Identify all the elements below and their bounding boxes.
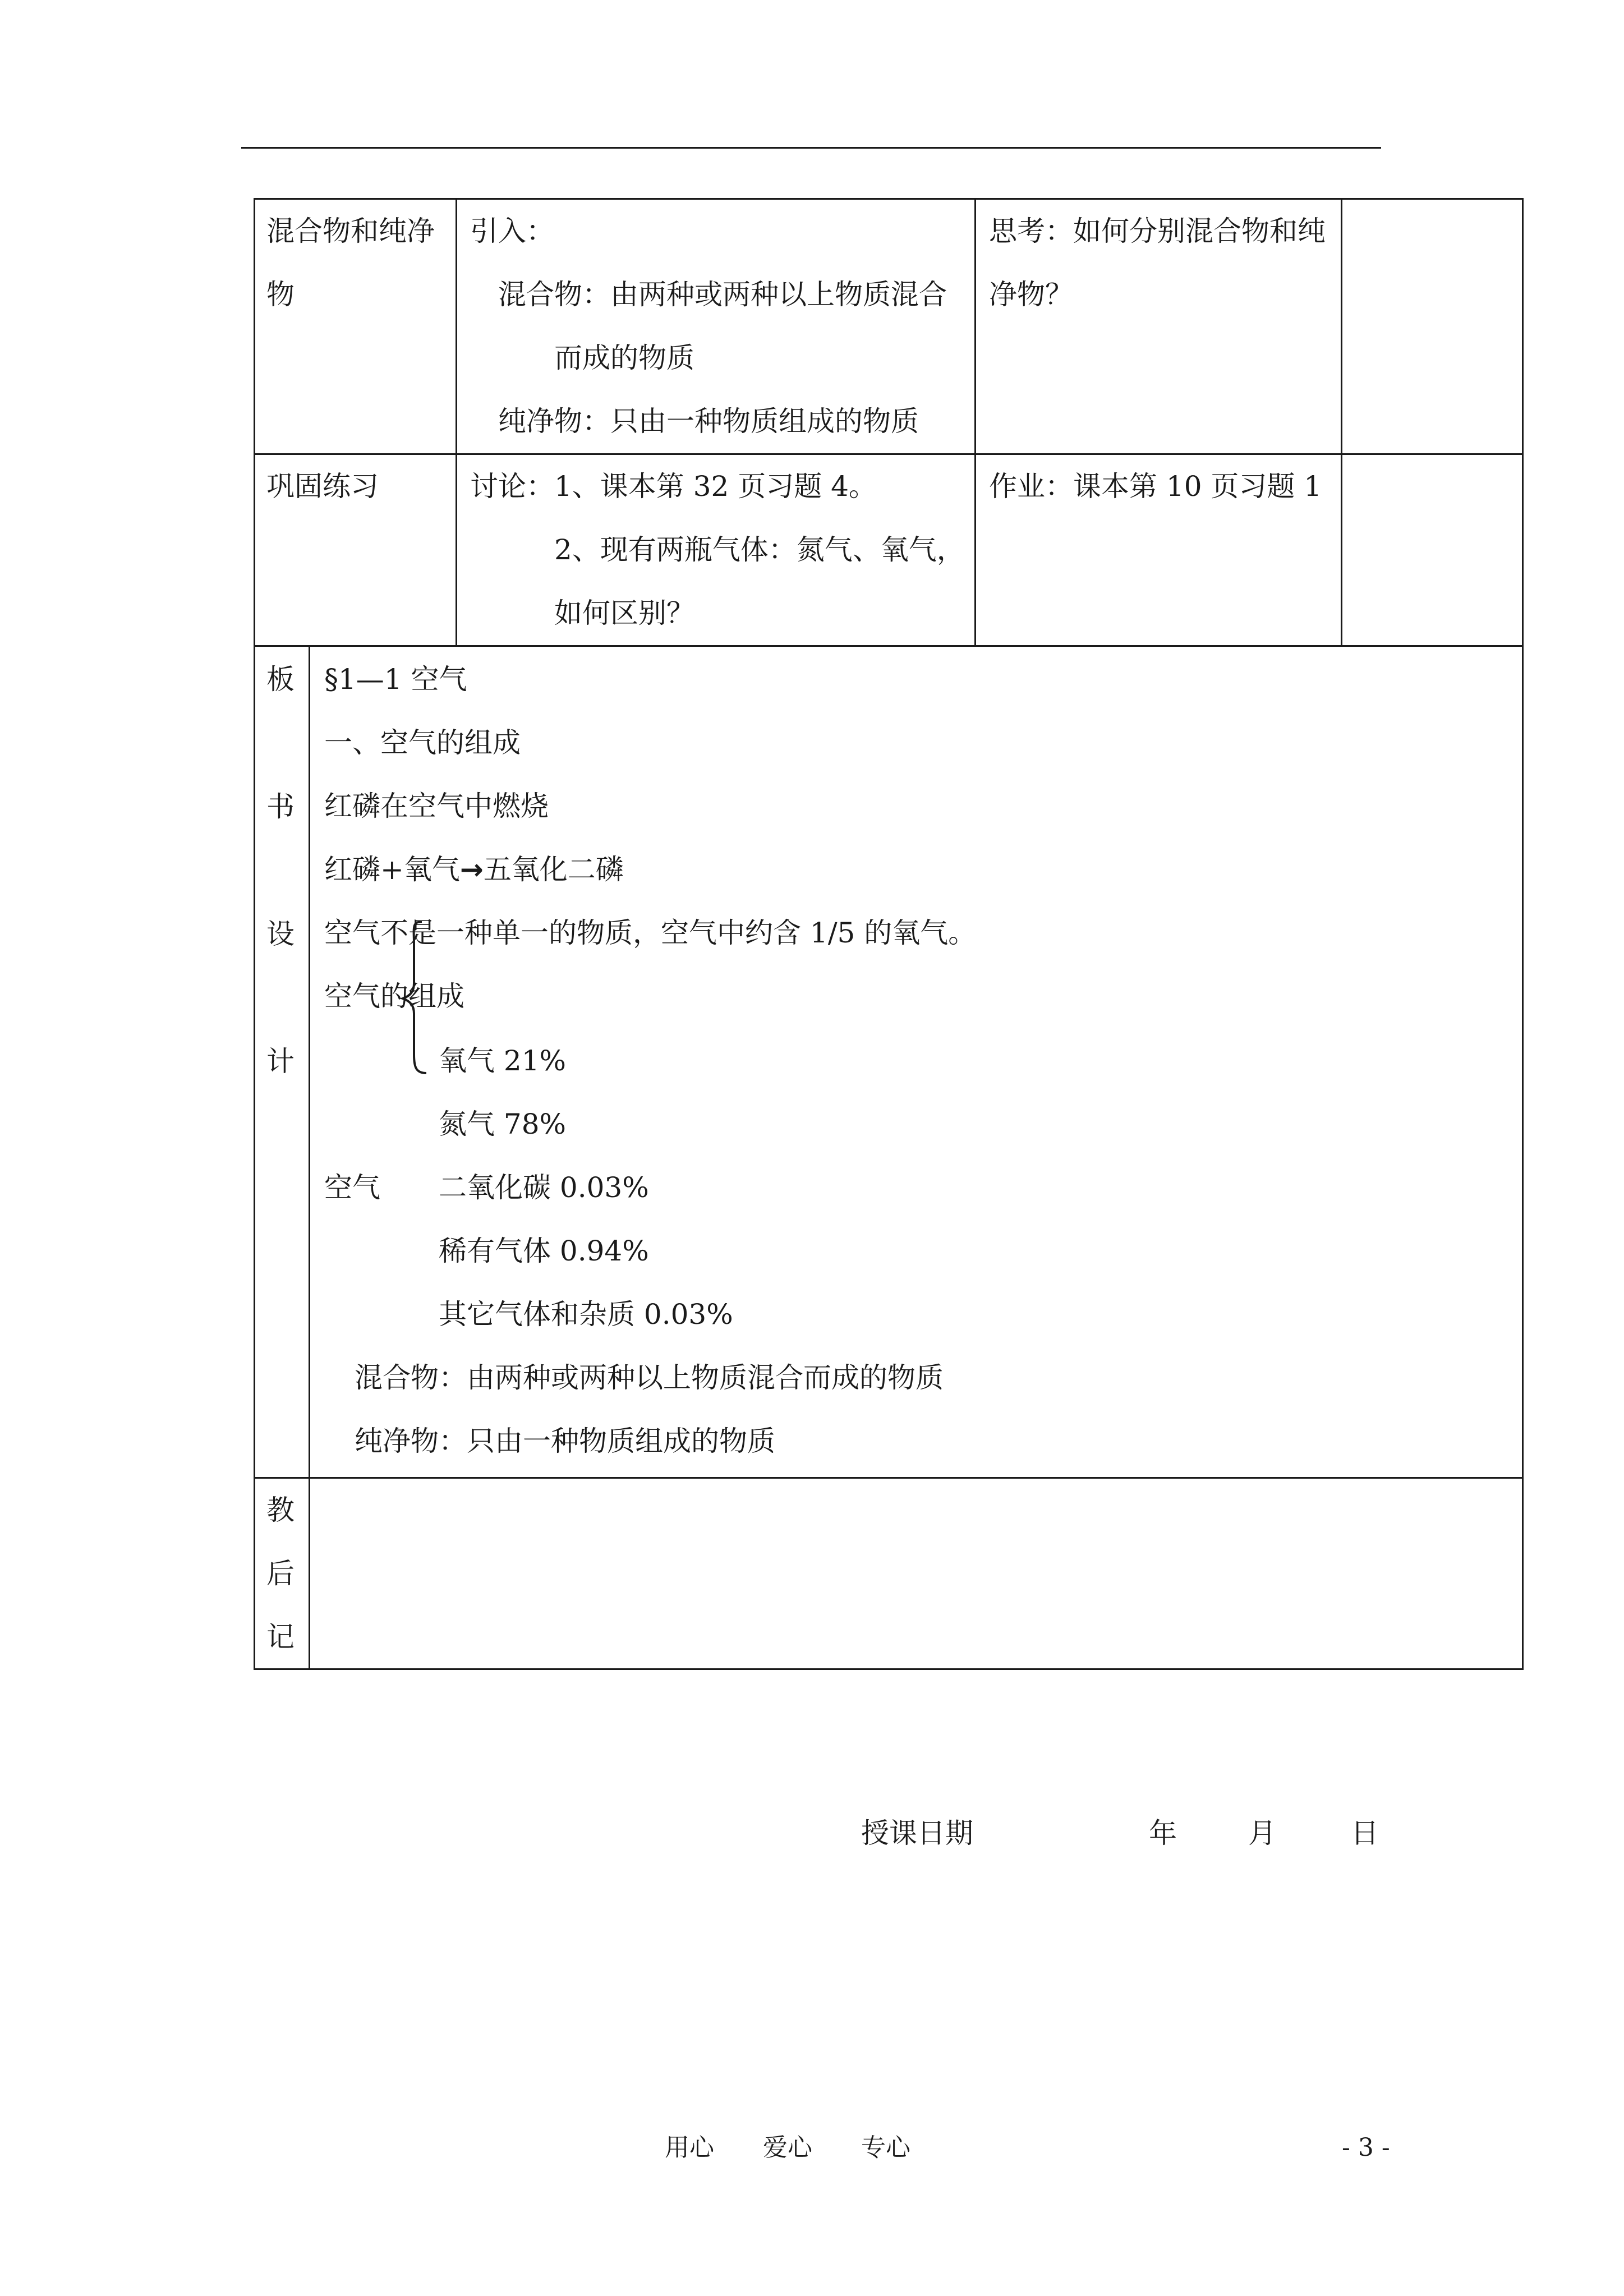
board-title: §1—1 空气 <box>324 663 467 696</box>
table-divider-1 <box>254 453 1524 455</box>
board-conclusion: 空气不是一种单一的物质，空气中约含 1/5 的氧气。 <box>324 917 977 949</box>
row1-student-line-2: 净物？ <box>989 278 1073 311</box>
arrow-icon: → <box>459 853 484 886</box>
board-label-char-1: 板 <box>266 663 295 696</box>
board-pure-def: 纯净物：只由一种物质组成的物质 <box>355 1425 775 1457</box>
row1-activity-mixture-cont: 而成的物质 <box>554 342 694 374</box>
board-label-char-4: 计 <box>266 1045 295 1078</box>
table-border-top <box>254 198 1524 200</box>
page-number: - 3 - <box>1342 2133 1390 2162</box>
board-oxygen: 氧气 21% <box>439 1045 567 1077</box>
table-border-right <box>1522 198 1524 1670</box>
row2-discussion-1: 讨论：1、课本第 32 页习题 4。 <box>470 470 877 503</box>
board-label-char-3: 设 <box>266 918 295 950</box>
row1-activity-pure: 纯净物：只由一种物质组成的物质 <box>498 405 919 438</box>
table-divider-2 <box>254 645 1524 647</box>
table-border-bottom <box>254 1668 1524 1670</box>
equation-reactants: 红磷+氧气 <box>324 853 460 886</box>
board-mixture-def: 混合物：由两种或两种以上物质混合而成的物质 <box>355 1361 944 1394</box>
board-composition-heading: 空气的组成 <box>324 980 464 1013</box>
table-col-line-2 <box>974 198 976 647</box>
table-divider-3 <box>254 1477 1524 1479</box>
row1-activity-intro: 引入： <box>470 215 554 247</box>
header-rule <box>241 147 1381 149</box>
row1-topic-line-1: 混合物和纯净 <box>266 215 435 247</box>
row2-discussion-3: 如何区别？ <box>554 597 694 629</box>
row1-activity-mixture: 混合物：由两种或两种以上物质混合 <box>498 278 947 311</box>
board-label-col-line <box>309 645 310 1670</box>
date-day-label: 日 <box>1351 1817 1379 1849</box>
board-nitrogen: 氮气 78% <box>439 1108 567 1140</box>
date-month-label: 月 <box>1248 1817 1276 1849</box>
board-experiment: 红磷在空气中燃烧 <box>324 790 549 822</box>
row2-discussion-2: 2、现有两瓶气体：氮气、氧气， <box>554 533 965 566</box>
table-col-line-1 <box>456 198 457 647</box>
brace-icon <box>393 917 432 1077</box>
footer-motto-1: 用心 <box>665 2133 714 2162</box>
board-other-gas: 其它气体和杂质 0.03% <box>439 1298 733 1331</box>
board-noble-gas: 稀有气体 0.94% <box>439 1235 649 1267</box>
board-air-label: 空气 <box>324 1171 380 1204</box>
table-border-left <box>254 198 255 1670</box>
afterword-label-char-3: 记 <box>266 1621 295 1653</box>
board-equation <box>324 855 624 884</box>
row1-student-line-1: 思考：如何分别混合物和纯 <box>989 215 1326 247</box>
afterword-label-char-1: 教 <box>266 1494 295 1526</box>
footer-motto-3: 专心 <box>861 2133 910 2162</box>
row2-homework: 作业：课本第 10 页习题 1 <box>989 470 1322 503</box>
teaching-date-label: 授课日期 <box>861 1817 973 1849</box>
row2-topic: 巩固练习 <box>266 470 379 503</box>
board-label-char-2: 书 <box>266 790 295 823</box>
table-col-line-3 <box>1341 198 1342 647</box>
afterword-label-char-2: 后 <box>266 1557 295 1590</box>
row1-topic-line-2: 物 <box>266 278 295 311</box>
board-section-heading: 一、空气的组成 <box>324 726 521 759</box>
board-co2: 二氧化碳 0.03% <box>439 1171 649 1204</box>
equation-product: 五氧化二磷 <box>483 853 624 886</box>
footer-motto-2: 爱心 <box>763 2133 812 2162</box>
date-year-label: 年 <box>1149 1817 1177 1849</box>
